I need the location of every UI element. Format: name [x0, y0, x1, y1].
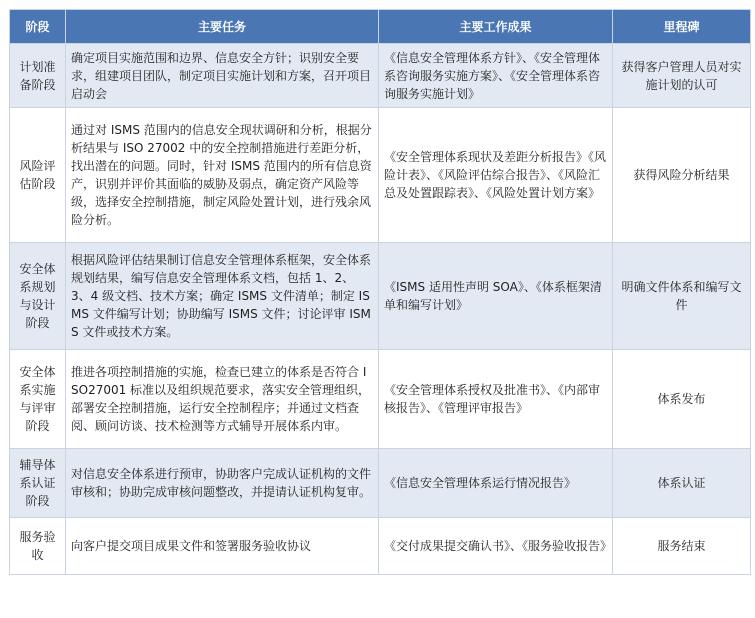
result-cell: 《安全管理体系授权及批准书》、《内部审核报告》、《管理评审报告》: [379, 350, 613, 449]
task-cell: 推进各项控制措施的实施，检查已建立的体系是否符合 ISO27001 标准以及组织规范要求，落实安全管理组织，部署安全控制措施，运行安全控制程序；并通过文档查阅、顾问访谈、技术检测等方式辅导开展体系内审。: [66, 350, 379, 449]
table-row: [10, 518, 751, 575]
task-cell: 通过对 ISMS 范围内的信息安全现状调研和分析，根据分析结果与 ISO 27002 中的安全控制措施进行差距分析，找出潜在的问题。同时，针对 ISMS 范围内的所有信息资产，识别并评价其面临的威胁及弱点，确定资产风险等级，选择安全控制措施，制定风险处置计划，进行残余风险分析。: [66, 108, 379, 243]
result-cell: 《ISMS 适用性声明 SOA》、《体系框架清单和编写计划》: [379, 243, 613, 350]
result-cell: 《安全管理体系现状及差距分析报告》《风险计表》、《风险评估综合报告》、《风险汇总及处置跟踪表》、《风险处置计划方案》: [379, 108, 613, 243]
header-main-result: 主要工作成果: [379, 10, 613, 44]
table-header-row: [10, 10, 751, 44]
project-phase-table-container: [9, 9, 750, 575]
milestone-cell: 获得风险分析结果: [613, 108, 751, 243]
task-cell: 根据风险评估结果制订信息安全管理体系框架，安全体系规划结果，编写信息安全管理体系文档，包括 1、2、3、4 级文档、技术方案；确定 ISMS 文件清单；制定 ISMS 文件编写计划；协助编写 ISMS 文件；讨论评审 ISMS 文件或技术方案。: [66, 243, 379, 350]
stage-cell: 辅导体系认证阶段: [10, 449, 66, 518]
header-stage: 阶段: [10, 10, 66, 44]
milestone-cell: 体系发布: [613, 350, 751, 449]
task-cell: 向客户提交项目成果文件和签署服务验收协议: [66, 518, 379, 575]
header-milestone: 里程碑: [613, 10, 751, 44]
result-cell: 《信息安全管理体系运行情况报告》: [379, 449, 613, 518]
stage-cell: 安全体系实施与评审阶段: [10, 350, 66, 449]
milestone-cell: 明确文件体系和编写文件: [613, 243, 751, 350]
milestone-cell: 服务结束: [613, 518, 751, 575]
stage-cell: 服务验收: [10, 518, 66, 575]
milestone-cell: 体系认证: [613, 449, 751, 518]
project-phase-table: [9, 9, 751, 575]
header-main-task: 主要任务: [66, 10, 379, 44]
task-cell: 对信息安全体系进行预审，协助客户完成认证机构的文件审核和；协助完成审核问题整改，并提请认证机构复审。: [66, 449, 379, 518]
stage-cell: 风险评估阶段: [10, 108, 66, 243]
stage-cell: 安全体系规划与设计阶段: [10, 243, 66, 350]
table-row: [10, 44, 751, 108]
table-row: [10, 350, 751, 449]
result-cell: 《交付成果提交确认书》、《服务验收报告》: [379, 518, 613, 575]
table-row: [10, 243, 751, 350]
milestone-cell: 获得客户管理人员对实施计划的认可: [613, 44, 751, 108]
table-row: [10, 108, 751, 243]
table-row: [10, 449, 751, 518]
stage-cell: 计划准备阶段: [10, 44, 66, 108]
task-cell: 确定项目实施范围和边界、信息安全方针；识别安全要求，组建项目团队，制定项目实施计划和方案，召开项目启动会: [66, 44, 379, 108]
result-cell: 《信息安全管理体系方针》、《安全管理体系咨询服务实施方案》、《安全管理体系咨询服务实施计划》: [379, 44, 613, 108]
